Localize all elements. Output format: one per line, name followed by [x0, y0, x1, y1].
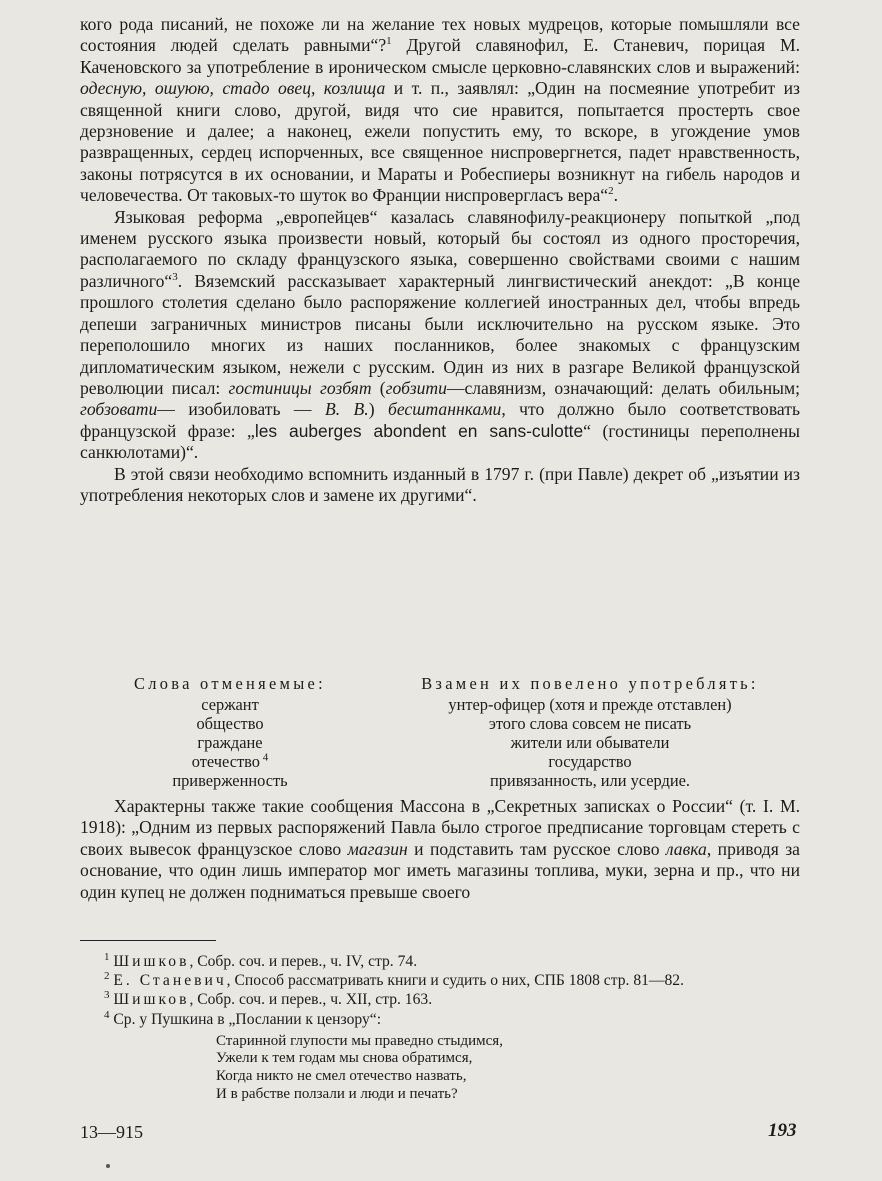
footnote — [80, 952, 800, 971]
abolished-words-list — [100, 695, 360, 790]
paragraph-4: Характерны также такие сообщения Массона в „Секретных записках о России“ (т. I. М. 1918): „Одним из первых распоряжений Павла было строгое предписание торговцам стереть с своих вывесок французское слово магазин и подставить там русское слово лавка, приводя за основание, что один лишь император мог иметь магазины топлива, муки, зерна и пр., что ни один купец не должен подниматься превыше своего — [80, 796, 800, 902]
abolished-words-header: Слова отменяемые: — [134, 674, 326, 693]
abolished-word — [100, 771, 360, 790]
paragraph-2: Языковая реформа „европейцев“ казалась славянофилу-реакционеру попыткой „под именем русского языка произвести новый, который бы состоял из одного просторечия, располагаемого по складу французского языка, совершенно свойствами своими с нашим различного“$^3$. Вяземский рассказывает характерный лингвистический анекдот: „В конце прошлого столетия сделано было распоряжение коллегией иностранных дел, чтобы впредь депеши заграничных министров писаны были исключительно на русском языке. Это переполошило многих из наших посланников, более знакомых с французским дипломатическим языком, нежели с русским. Один из них в разгаре Великой французской революции писал: гостиницы гозбят (гобзити—славянизм, означающий: делать обильным; гобзовати— изобиловать — В. В.) бесштаннками, что должно было соответствовать французской фразе: „les auberges abondent en sans-culotte“ (гостиницы переполнены санкюлотами)“. — [80, 206, 800, 463]
footnote-list — [80, 952, 800, 1029]
footnote-number: 2 — [104, 970, 110, 983]
footnote — [80, 1010, 800, 1029]
abolished-word — [100, 714, 360, 733]
replacement-word: привязанность, или усердие. — [489, 771, 691, 790]
footnote-text: , Собр. соч. и перев., ч. IV, стр. 74. — [189, 953, 418, 970]
footnote-mark: 4 — [259, 751, 269, 764]
footnote-author: Шишков — [113, 953, 190, 970]
footnote-author: Е. Станевич — [113, 972, 227, 990]
poem-line: Старинной глупости мы праведно стыдимся, — [216, 1032, 503, 1049]
poem-line: Ужели к тем годам мы снова обратимся, — [216, 1050, 473, 1067]
abolished-word-text: граждане — [197, 733, 263, 752]
abolished-word-text: сержант — [201, 695, 259, 714]
print-speck — [106, 1164, 110, 1168]
abolished-word-text: приверженность — [172, 771, 288, 790]
main-text-continued — [80, 796, 800, 903]
paragraph-1: кого рода писаний, не похоже ли на желание тех новых мудрецов, которые помышляли все состояния людей сделать равными“?$^1$ Другой славянофил, Е. Станевич, порицая М. Каченовского за употребление в ироническом смысле церковно-славянских слов и выражений: одесную, ошуюю, стадо овец, козлища и т. п., заявлял: „Один на посмеяние употребит из священной книги слово, другой, видя что сие нравится, попытается простерть свое дерзновение и далее; а наконец, ежели попустить ему, то вскоре, в угождение умов развращенных, сердец испорченных, все священное ниспровергнется, падет нравственность, законы потрясутся в их основании, и Мараты и Робеспиеры возникнут на гибель народов и человечества. От таковых-то шуток во Франции ниспровергласъ вера“$^2$. — [80, 14, 801, 206]
replacement-words-header: Взамен их повелено употреблять: — [421, 674, 759, 693]
poem-line: Когда никто не смел отечество назвать, — [216, 1068, 467, 1084]
replacement-words-list — [380, 695, 800, 790]
replacement-word: жители или обыватели — [510, 733, 670, 752]
replacement-words-column — [380, 674, 800, 790]
footnote-text: , Собр. соч. и перев., ч. XII, стр. 163. — [189, 991, 433, 1009]
footnote-divider — [80, 940, 216, 941]
footnote — [80, 990, 800, 1009]
abolished-words-column — [100, 674, 360, 790]
footnote — [80, 971, 800, 990]
poem-line: И в рабстве ползали и люди и печать? — [216, 1085, 458, 1102]
page-number: 193 — [768, 1120, 797, 1141]
replacement-word: этого слова совсем не писать — [488, 714, 692, 733]
abolished-word — [100, 752, 360, 771]
paragraph-3: В этой связи необходимо вспомнить изданный в 1797 г. (при Павле) декрет об „изъятии из употребления некоторых слов и замене их другими“. — [80, 463, 800, 505]
footnote-number: 3 — [104, 989, 110, 1002]
footnote-text: Ср. у Пушкина в „Послании к цензору“: — [113, 1010, 382, 1028]
footnote-number: 4 — [104, 1008, 110, 1021]
abolished-word — [100, 733, 360, 752]
printer-signature: 13—915 — [80, 1122, 143, 1142]
footnote-number: 1 — [104, 950, 110, 963]
footnote-text: , Способ рассматривать книги и судить о них, СПБ 1808 стр. 81—82. — [226, 972, 684, 990]
abolished-word — [100, 695, 360, 714]
footnotes — [80, 952, 800, 1103]
pushkin-poem-quote — [216, 1033, 800, 1103]
main-text — [80, 14, 800, 506]
replacement-word: государство — [548, 752, 632, 771]
abolished-word-text: отечество — [191, 752, 260, 771]
abolished-word-text: общество — [196, 714, 264, 733]
footnote-author: Шишков — [113, 991, 190, 1009]
replacement-word: унтер-офицер (хотя и прежде отставлен) — [448, 695, 732, 714]
